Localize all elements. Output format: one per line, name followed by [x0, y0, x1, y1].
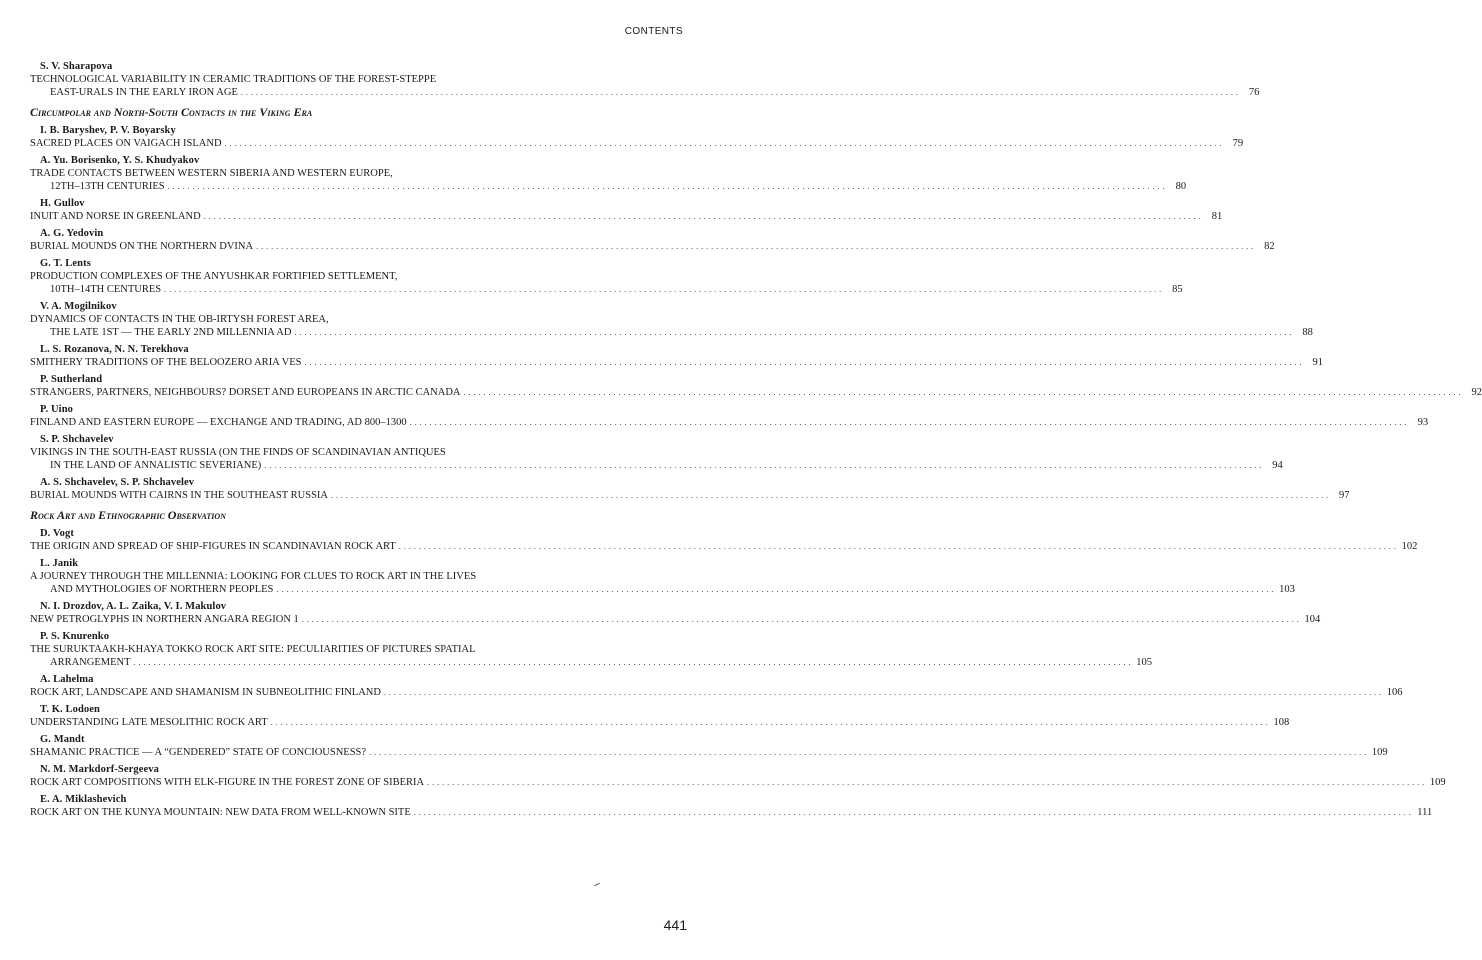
entry-author: V. A. Mogilnikov — [40, 301, 117, 312]
entry-title-line — [30, 613, 1321, 626]
entry-title-text: PRODUCTION COMPLEXES OF THE ANYUSHKAR FORTIFIED SETTLEMENT, — [30, 271, 398, 282]
entry-title-line — [30, 446, 670, 459]
entry-title-text: A JOURNEY THROUGH THE MILLENNIA: LOOKING FOR CLUES TO ROCK ART IN THE LIVES — [30, 571, 477, 582]
entry-title-text: FINLAND AND EASTERN EUROPE — EXCHANGE AND TRADING, AD 800–1300 — [30, 417, 407, 428]
entry-page-number: 97 — [1339, 490, 1350, 501]
entry-title-text: ARRANGEMENT — [50, 657, 131, 668]
entry-author: A. S. Shchavelev, S. P. Shchavelev — [40, 477, 195, 488]
entry-author: A. Lahelma — [40, 674, 94, 685]
leader-dots: . . . . . . . . . . . . . . . . . . . . . . . . . . . . . . . . . . . . . . . . . . . . . . . . . . . . . . . . . . . . . . . . . . . . . . . . . . . . . . . . . . . . . . . . . . . . . . . . . . . . . . . . . . . . . . . . . . . . . . . . . . . . . . . . . . . . . . . . . . . . . . . . . . . . . . . . . . . . . . . . . . . . . . . . . . . . . . . . . . . . . . . . . . . . . . . . . . . . . . . . — [294, 328, 1292, 337]
entry-title-line — [30, 416, 1429, 429]
entry-page-number: 106 — [1386, 687, 1403, 698]
leader-dots: . . . . . . . . . . . . . . . . . . . . . . . . . . . . . . . . . . . . . . . . . . . . . . . . . . . . . . . . . . . . . . . . . . . . . . . . . . . . . . . . . . . . . . . . . . . . . . . . . . . . . . . . . . . . . . . . . . . . . . . . . . . . . . . . . . . . . . . . . . . . . . . . . . . . . . . . . . . . . . . . . . . . . . . . . . . . . . . . . . . . . . . . . . . . . . . . . . . . . . . . — [256, 242, 1254, 251]
leader-dots: . . . . . . . . . . . . . . . . . . . . . . . . . . . . . . . . . . . . . . . . . . . . . . . . . . . . . . . . . . . . . . . . . . . . . . . . . . . . . . . . . . . . . . . . . . . . . . . . . . . . . . . . . . . . . . . . . . . . . . . . . . . . . . . . . . . . . . . . . . . . . . . . . . . . . . . . . . . . . . . . . . . . . . . . . . . . . . . . . . . . . . . . . . . . . . . . . . . . . . . . — [264, 461, 1262, 470]
toc-entry[interactable] — [30, 373, 1482, 399]
entry-page-number: 92 — [1471, 387, 1482, 398]
entry-author: E. A. Miklashevich — [40, 794, 127, 805]
running-header: CONTENTS — [624, 26, 683, 37]
entry-page-number: 104 — [1304, 614, 1321, 625]
entry-title-text: AND MYTHOLOGIES OF NORTHERN PEOPLES — [50, 584, 274, 595]
table-of-contents — [30, 60, 1482, 819]
entry-page-number: 81 — [1211, 211, 1223, 222]
entry-title-text: EAST-URALS IN THE EARLY IRON AGE — [50, 87, 238, 98]
entry-title-text: BURIAL MOUNDS ON THE NORTHERN DVINA — [30, 241, 254, 252]
entry-page-number: 79 — [1232, 138, 1244, 149]
entry-page-number: 103 — [1279, 584, 1295, 595]
toc-entry[interactable] — [30, 733, 1388, 759]
entry-author: P. Sutherland — [40, 374, 103, 385]
toc-entry[interactable] — [30, 476, 1350, 502]
entry-title-line — [30, 86, 1260, 99]
entry-page-number: 108 — [1273, 717, 1290, 728]
leader-dots: . . . . . . . . . . . . . . . . . . . . . . . . . . . . . . . . . . . . . . . . . . . . . . . . . . . . . . . . . . . . . . . . . . . . . . . . . . . . . . . . . . . . . . . . . . . . . . . . . . . . . . . . . . . . . . . . . . . . . . . . . . . . . . . . . . . . . . . . . . . . . . . . . . . . . . . . . . . . . . . . . . . . . . . . . . . . . . . . . . . . . . . . . . . . . . . . . . . . . . . . — [369, 748, 1367, 757]
entry-author: H. Gullov — [40, 198, 85, 209]
leader-dots: . . . . . . . . . . . . . . . . . . . . . . . . . . . . . . . . . . . . . . . . . . . . . . . . . . . . . . . . . . . . . . . . . . . . . . . . . . . . . . . . . . . . . . . . . . . . . . . . . . . . . . . . . . . . . . . . . . . . . . . . . . . . . . . . . . . . . . . . . . . . . . . . . . . . . . . . . . . . . . . . . . . . . . . . . . . . . . . . . . . . . . . . . . . . . . . . . . . . . . . . — [240, 88, 1239, 97]
entry-title-text: 12TH–13TH CENTURIES — [50, 181, 165, 192]
leader-dots: . . . . . . . . . . . . . . . . . . . . . . . . . . . . . . . . . . . . . . . . . . . . . . . . . . . . . . . . . . . . . . . . . . . . . . . . . . . . . . . . . . . . . . . . . . . . . . . . . . . . . . . . . . . . . . . . . . . . . . . . . . . . . . . . . . . . . . . . . . . . . . . . . . . . . . . . . . . . . . . . . . . . . . . . . . . . . . . . . . . . . . . . . . . . . . . . . . . . . . . . — [270, 718, 1269, 727]
entry-title-line — [30, 283, 1183, 296]
entry-author: S. V. Sharapova — [40, 61, 113, 72]
toc-entry[interactable] — [30, 703, 1290, 729]
leader-dots: . . . . . . . . . . . . . . . . . . . . . . . . . . . . . . . . . . . . . . . . . . . . . . . . . . . . . . . . . . . . . . . . . . . . . . . . . . . . . . . . . . . . . . . . . . . . . . . . . . . . . . . . . . . . . . . . . . . . . . . . . . . . . . . . . . . . . . . . . . . . . . . . . . . . . . . . . . . . . . . . . . . . . . . . . . . . . . . . . . . . . . . . . . . . . . . . . . . . . . . . — [398, 542, 1397, 551]
leader-dots: . . . . . . . . . . . . . . . . . . . . . . . . . . . . . . . . . . . . . . . . . . . . . . . . . . . . . . . . . . . . . . . . . . . . . . . . . . . . . . . . . . . . . . . . . . . . . . . . . . . . . . . . . . . . . . . . . . . . . . . . . . . . . . . . . . . . . . . . . . . . . . . . . . . . . . . . . . . . . . . . . . . . . . . . . . . . . . . . . . . . . . . . . . . . . . . . . . . . . . . . — [409, 418, 1408, 427]
entry-title-text: SACRED PLACES ON VAIGACH ISLAND — [30, 138, 222, 149]
leader-dots: . . . . . . . . . . . . . . . . . . . . . . . . . . . . . . . . . . . . . . . . . . . . . . . . . . . . . . . . . . . . . . . . . . . . . . . . . . . . . . . . . . . . . . . . . . . . . . . . . . . . . . . . . . . . . . . . . . . . . . . . . . . . . . . . . . . . . . . . . . . . . . . . . . . . . . . . . . . . . . . . . . . . . . . . . . . . . . . . . . . . . . . . . . . . . . . . . . . . . . . . — [301, 615, 1300, 624]
entry-title-text: ROCK ART ON THE KUNYA MOUNTAIN: NEW DATA FROM WELL-KNOWN SITE — [30, 807, 411, 818]
entry-title-line — [30, 270, 670, 283]
entry-title-line — [30, 489, 1350, 502]
entry-title-line — [30, 313, 670, 326]
entry-title-line — [30, 167, 670, 180]
entry-title-line — [30, 210, 1223, 223]
toc-entry[interactable] — [30, 227, 1275, 253]
toc-entry[interactable] — [30, 403, 1429, 429]
toc-entry[interactable] — [30, 793, 1433, 819]
section-heading: Circumpolar and North-South Contacts in the Viking Era — [30, 105, 313, 119]
entry-title-text: NEW PETROGLYPHS IN NORTHERN ANGARA REGION 1 — [30, 614, 299, 625]
entry-title-text: THE LATE 1ST — THE EARLY 2ND MILLENNIA AD — [50, 327, 292, 338]
entry-author: P. Uino — [40, 404, 73, 415]
leader-dots: . . . . . . . . . . . . . . . . . . . . . . . . . . . . . . . . . . . . . . . . . . . . . . . . . . . . . . . . . . . . . . . . . . . . . . . . . . . . . . . . . . . . . . . . . . . . . . . . . . . . . . . . . . . . . . . . . . . . . . . . . . . . . . . . . . . . . . . . . . . . . . . . . . . . . . . . . . . . . . . . . . . . . . . . . . . . . . . . . . . . . . . . . . . . . . . . . . . . . . . . — [276, 585, 1274, 594]
entry-page-number: 91 — [1312, 357, 1323, 368]
entry-title-text: ROCK ART COMPOSITIONS WITH ELK-FIGURE IN THE FOREST ZONE OF SIBERIA — [30, 777, 425, 788]
leader-dots: . . . . . . . . . . . . . . . . . . . . . . . . . . . . . . . . . . . . . . . . . . . . . . . . . . . . . . . . . . . . . . . . . . . . . . . . . . . . . . . . . . . . . . . . . . . . . . . . . . . . . . . . . . . . . . . . . . . . . . . . . . . . . . . . . . . . . . . . . . . . . . . . . . . . . . . . . . . . . . . . . . . . . . . . . . . . . . . . . . . . . . . . . . . . . . . . . . . . . . . . — [224, 139, 1223, 148]
entry-author: T. K. Lodoen — [40, 704, 100, 715]
entry-title-line — [30, 356, 1323, 369]
leader-dots: . . . . . . . . . . . . . . . . . . . . . . . . . . . . . . . . . . . . . . . . . . . . . . . . . . . . . . . . . . . . . . . . . . . . . . . . . . . . . . . . . . . . . . . . . . . . . . . . . . . . . . . . . . . . . . . . . . . . . . . . . . . . . . . . . . . . . . . . . . . . . . . . . . . . . . . . . . . . . . . . . . . . . . . . . . . . . . . . . . . . . . . . . . . . . . . . . . . . . . . . — [133, 658, 1131, 667]
entry-page-number: 94 — [1272, 460, 1283, 471]
entry-author: A. Yu. Borisenko, Y. S. Khudyakov — [40, 155, 200, 166]
stray-mark — [594, 883, 600, 886]
toc-entry[interactable] — [30, 433, 1283, 472]
leader-dots: . . . . . . . . . . . . . . . . . . . . . . . . . . . . . . . . . . . . . . . . . . . . . . . . . . . . . . . . . . . . . . . . . . . . . . . . . . . . . . . . . . . . . . . . . . . . . . . . . . . . . . . . . . . . . . . . . . . . . . . . . . . . . . . . . . . . . . . . . . . . . . . . . . . . . . . . . . . . . . . . . . . . . . . . . . . . . . . . . . . . . . . . . . . . . . . . . . . . . . . . — [304, 358, 1302, 367]
entry-title-text: THE SURUKTAAKH-KHAYA TOKKO ROCK ART SITE: PECULIARITIES OF PICTURES SPATIAL — [30, 644, 476, 655]
entry-title-text: SMITHERY TRADITIONS OF THE BELOOZERO ARIA VES — [30, 357, 302, 368]
leader-dots: . . . . . . . . . . . . . . . . . . . . . . . . . . . . . . . . . . . . . . . . . . . . . . . . . . . . . . . . . . . . . . . . . . . . . . . . . . . . . . . . . . . . . . . . . . . . . . . . . . . . . . . . . . . . . . . . . . . . . . . . . . . . . . . . . . . . . . . . . . . . . . . . . . . . . . . . . . . . . . . . . . . . . . . . . . . . . . . . . . . . . . . . . . . . . . . . . . . . . . . . — [413, 808, 1412, 817]
entry-title-line — [30, 540, 1418, 553]
entry-title-line — [30, 656, 1152, 669]
entry-author: D. Vogt — [40, 528, 74, 539]
entry-title-text: THE ORIGIN AND SPREAD OF SHIP-FIGURES IN SCANDINAVIAN ROCK ART — [30, 541, 396, 552]
entry-title-line — [30, 240, 1275, 253]
toc-entry[interactable] — [30, 763, 1446, 789]
toc-entry[interactable] — [30, 673, 1403, 699]
leader-dots: . . . . . . . . . . . . . . . . . . . . . . . . . . . . . . . . . . . . . . . . . . . . . . . . . . . . . . . . . . . . . . . . . . . . . . . . . . . . . . . . . . . . . . . . . . . . . . . . . . . . . . . . . . . . . . . . . . . . . . . . . . . . . . . . . . . . . . . . . . . . . . . . . . . . . . . . . . . . . . . . . . . . . . . . . . . . . . . . . . . . . . . . . . . . . . . . . . . . . . . . — [331, 491, 1329, 500]
entry-title-text: STRANGERS, PARTNERS, NEIGHBOURS? DORSET AND EUROPEANS IN ARCTIC CANADA — [30, 387, 461, 398]
entry-title-line — [30, 570, 670, 583]
entry-page-number: 111 — [1417, 807, 1433, 818]
entry-page-number: 109 — [1371, 747, 1388, 758]
toc-entry[interactable] — [30, 197, 1223, 223]
leader-dots: . . . . . . . . . . . . . . . . . . . . . . . . . . . . . . . . . . . . . . . . . . . . . . . . . . . . . . . . . . . . . . . . . . . . . . . . . . . . . . . . . . . . . . . . . . . . . . . . . . . . . . . . . . . . . . . . . . . . . . . . . . . . . . . . . . . . . . . . . . . . . . . . . . . . . . . . . . . . . . . . . . . . . . . . . . . . . . . . . . . . . . . . . . . . . . . . . . . . . . . . — [463, 388, 1462, 397]
toc-entry[interactable] — [30, 124, 1244, 150]
entry-title-text: TRADE CONTACTS BETWEEN WESTERN SIBERIA AND WESTERN EUROPE, — [30, 168, 393, 179]
toc-entry[interactable] — [30, 300, 1313, 339]
entry-author: S. P. Shchavelev — [40, 434, 114, 445]
entry-title-line — [30, 583, 1295, 596]
entry-title-line — [30, 806, 1433, 819]
entry-author: N. M. Markdorf-Sergeeva — [40, 764, 159, 775]
entry-title-text: UNDERSTANDING LATE MESOLITHIC ROCK ART — [30, 717, 268, 728]
entry-title-line — [30, 326, 1313, 339]
entry-title-line — [30, 686, 1403, 699]
entry-page-number: 105 — [1136, 657, 1152, 668]
entry-title-line — [30, 137, 1244, 150]
entry-page-number: 109 — [1429, 777, 1446, 788]
entry-title-line — [30, 716, 1290, 729]
entry-author: P. S. Knurenko — [40, 631, 110, 642]
entry-title-line — [30, 459, 1283, 472]
entry-author: L. S. Rozanova, N. N. Terekhova — [40, 344, 189, 355]
entry-title-text: TECHNOLOGICAL VARIABILITY IN CERAMIC TRADITIONS OF THE FOREST-STEPPE — [30, 74, 437, 85]
entry-title-line — [30, 643, 670, 656]
toc-entry[interactable] — [30, 557, 1295, 596]
entry-author: A. G. Yedovin — [40, 228, 104, 239]
leader-dots: . . . . . . . . . . . . . . . . . . . . . . . . . . . . . . . . . . . . . . . . . . . . . . . . . . . . . . . . . . . . . . . . . . . . . . . . . . . . . . . . . . . . . . . . . . . . . . . . . . . . . . . . . . . . . . . . . . . . . . . . . . . . . . . . . . . . . . . . . . . . . . . . . . . . . . . . . . . . . . . . . . . . . . . . . . . . . . . . . . . . . . . . . . . . . . . . . . . . . . . . — [164, 285, 1162, 294]
leader-dots: . . . . . . . . . . . . . . . . . . . . . . . . . . . . . . . . . . . . . . . . . . . . . . . . . . . . . . . . . . . . . . . . . . . . . . . . . . . . . . . . . . . . . . . . . . . . . . . . . . . . . . . . . . . . . . . . . . . . . . . . . . . . . . . . . . . . . . . . . . . . . . . . . . . . . . . . . . . . . . . . . . . . . . . . . . . . . . . . . . . . . . . . . . . . . . . . . . . . . . . . — [167, 182, 1166, 191]
leader-dots: . . . . . . . . . . . . . . . . . . . . . . . . . . . . . . . . . . . . . . . . . . . . . . . . . . . . . . . . . . . . . . . . . . . . . . . . . . . . . . . . . . . . . . . . . . . . . . . . . . . . . . . . . . . . . . . . . . . . . . . . . . . . . . . . . . . . . . . . . . . . . . . . . . . . . . . . . . . . . . . . . . . . . . . . . . . . . . . . . . . . . . . . . . . . . . . . . . . . . . . . — [427, 778, 1425, 787]
entry-page-number: 88 — [1302, 327, 1313, 338]
entry-author: G. Mandt — [40, 734, 85, 745]
entry-title-text: INUIT AND NORSE IN GREENLAND — [30, 211, 201, 222]
page-number: 441 — [663, 917, 687, 933]
entry-title-line — [30, 73, 670, 86]
entry-title-text: IN THE LAND OF ANNALISTIC SEVERIANE) — [50, 460, 262, 471]
entry-page-number: 102 — [1401, 541, 1418, 552]
toc-entry[interactable] — [30, 257, 1183, 296]
entry-page-number: 76 — [1248, 87, 1260, 98]
leader-dots: . . . . . . . . . . . . . . . . . . . . . . . . . . . . . . . . . . . . . . . . . . . . . . . . . . . . . . . . . . . . . . . . . . . . . . . . . . . . . . . . . . . . . . . . . . . . . . . . . . . . . . . . . . . . . . . . . . . . . . . . . . . . . . . . . . . . . . . . . . . . . . . . . . . . . . . . . . . . . . . . . . . . . . . . . . . . . . . . . . . . . . . . . . . . . . . . . . . . . . . . — [203, 212, 1202, 221]
leader-dots: . . . . . . . . . . . . . . . . . . . . . . . . . . . . . . . . . . . . . . . . . . . . . . . . . . . . . . . . . . . . . . . . . . . . . . . . . . . . . . . . . . . . . . . . . . . . . . . . . . . . . . . . . . . . . . . . . . . . . . . . . . . . . . . . . . . . . . . . . . . . . . . . . . . . . . . . . . . . . . . . . . . . . . . . . . . . . . . . . . . . . . . . . . . . . . . . . . . . . . . . — [383, 688, 1382, 697]
entry-author: N. I. Drozdov, A. L. Zaika, V. I. Makulov — [40, 601, 227, 612]
entry-title-line — [30, 746, 1388, 759]
entry-title-line — [30, 386, 1482, 399]
entry-title-text: DYNAMICS OF CONTACTS IN THE OB-IRTYSH FOREST AREA, — [30, 314, 329, 325]
toc-entry[interactable] — [30, 630, 1152, 669]
entry-page-number: 85 — [1172, 284, 1183, 295]
entry-title-text: VIKINGS IN THE SOUTH-EAST RUSSIA (ON THE FINDS OF SCANDINAVIAN ANTIQUES — [30, 447, 446, 458]
toc-entry[interactable] — [30, 600, 1321, 626]
toc-entry[interactable] — [30, 343, 1323, 369]
entry-author: L. Janik — [40, 558, 79, 569]
entry-author: G. T. Lents — [40, 258, 91, 269]
entry-title-text: ROCK ART, LANDSCAPE AND SHAMANISM IN SUBNEOLITHIC FINLAND — [30, 687, 381, 698]
toc-entry[interactable] — [30, 60, 1260, 99]
entry-title-text: SHAMANIC PRACTICE — A “GENDERED” STATE OF CONCIOUSNESS? — [30, 747, 367, 758]
section-heading: Rock Art and Ethnographic Observation — [30, 508, 226, 522]
toc-entry[interactable] — [30, 527, 1418, 553]
entry-page-number: 80 — [1175, 181, 1187, 192]
entry-page-number: 93 — [1417, 417, 1429, 428]
entry-title-line — [30, 180, 1187, 193]
toc-entry[interactable] — [30, 154, 1187, 193]
entry-title-line — [30, 776, 1446, 789]
entry-title-text: 10TH–14TH CENTURES — [50, 284, 162, 295]
entry-author: I. B. Baryshev, P. V. Boyarsky — [40, 125, 176, 136]
entry-title-text: BURIAL MOUNDS WITH CAIRNS IN THE SOUTHEAST RUSSIA — [30, 490, 329, 501]
entry-page-number: 82 — [1264, 241, 1275, 252]
